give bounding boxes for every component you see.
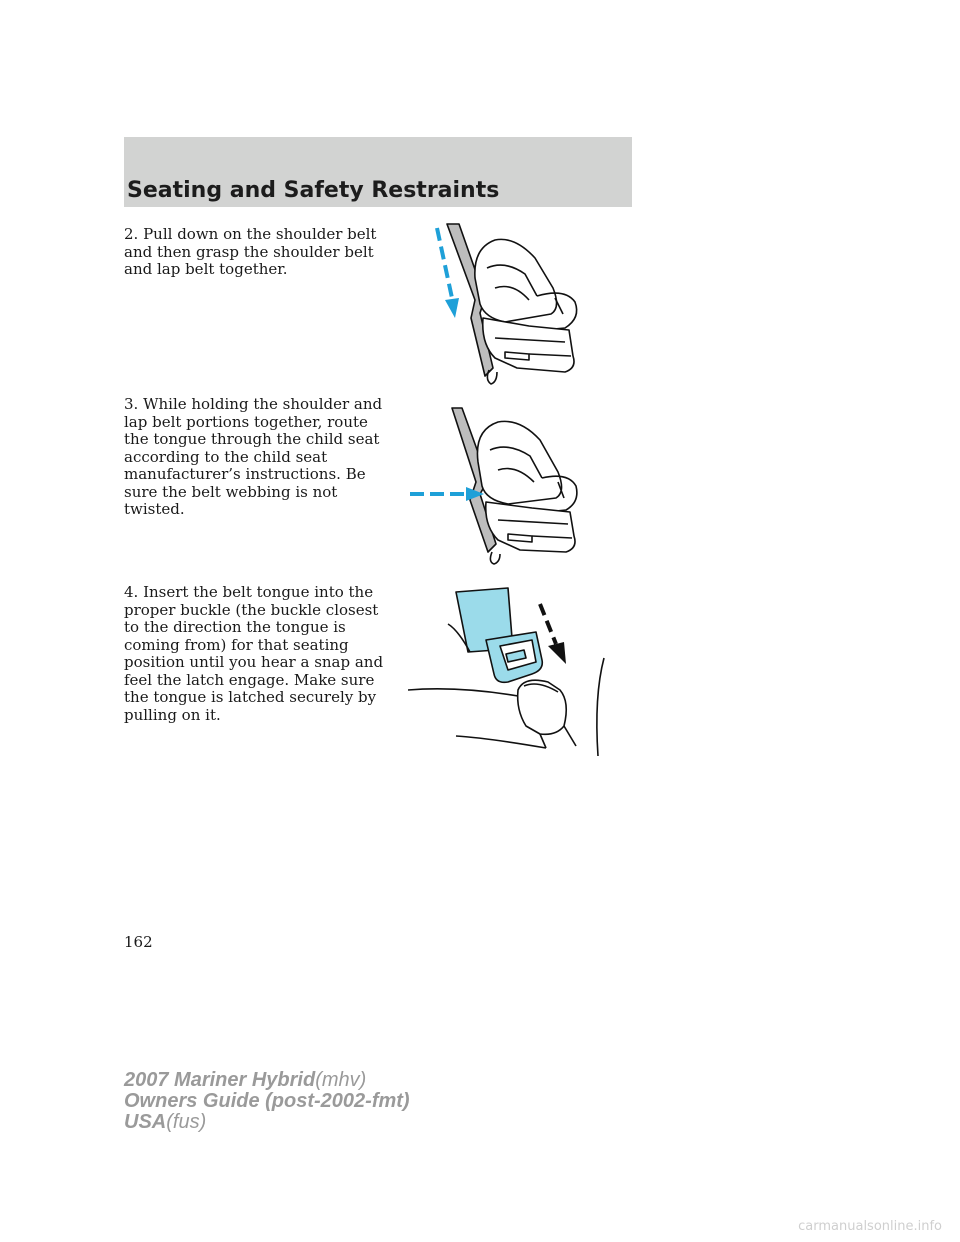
child-seat-pull-belt-illustration <box>425 218 595 390</box>
document-footer <box>124 1070 410 1133</box>
step-4-text: 4. Insert the belt tongue into the proper buckle (the buckle closest to the direction the tongue is coming from) for that seating position until you hear a snap and feel the latch engage. Make sure the tongue is latched securely by pulling on it. <box>124 583 384 724</box>
watermark: carmanualsonline.info <box>798 1219 942 1234</box>
step-3-text: 3. While holding the shoulder and lap belt portions together, route the tongue through the child seat according to the child seat manufacturer’s instructions. Be sure the belt webbing is not twisted. <box>124 395 383 518</box>
footer-model: 2007 Mariner Hybrid <box>124 1069 316 1091</box>
child-seat-route-belt-illustration <box>408 404 588 566</box>
footer-market-code: (fus) <box>166 1111 207 1133</box>
page-number: 162 <box>124 933 153 951</box>
belt-tongue-buckle-illustration <box>408 586 608 760</box>
footer-guide: Owners Guide (post-2002-fmt) <box>124 1090 410 1112</box>
footer-market: USA <box>124 1111 167 1133</box>
footer-model-code: (mhv) <box>315 1069 367 1091</box>
page-title: Seating and Safety Restraints <box>127 178 500 203</box>
step-2-text: 2. Pull down on the shoulder belt and then grasp the shoulder belt and lap belt together. <box>124 225 377 278</box>
